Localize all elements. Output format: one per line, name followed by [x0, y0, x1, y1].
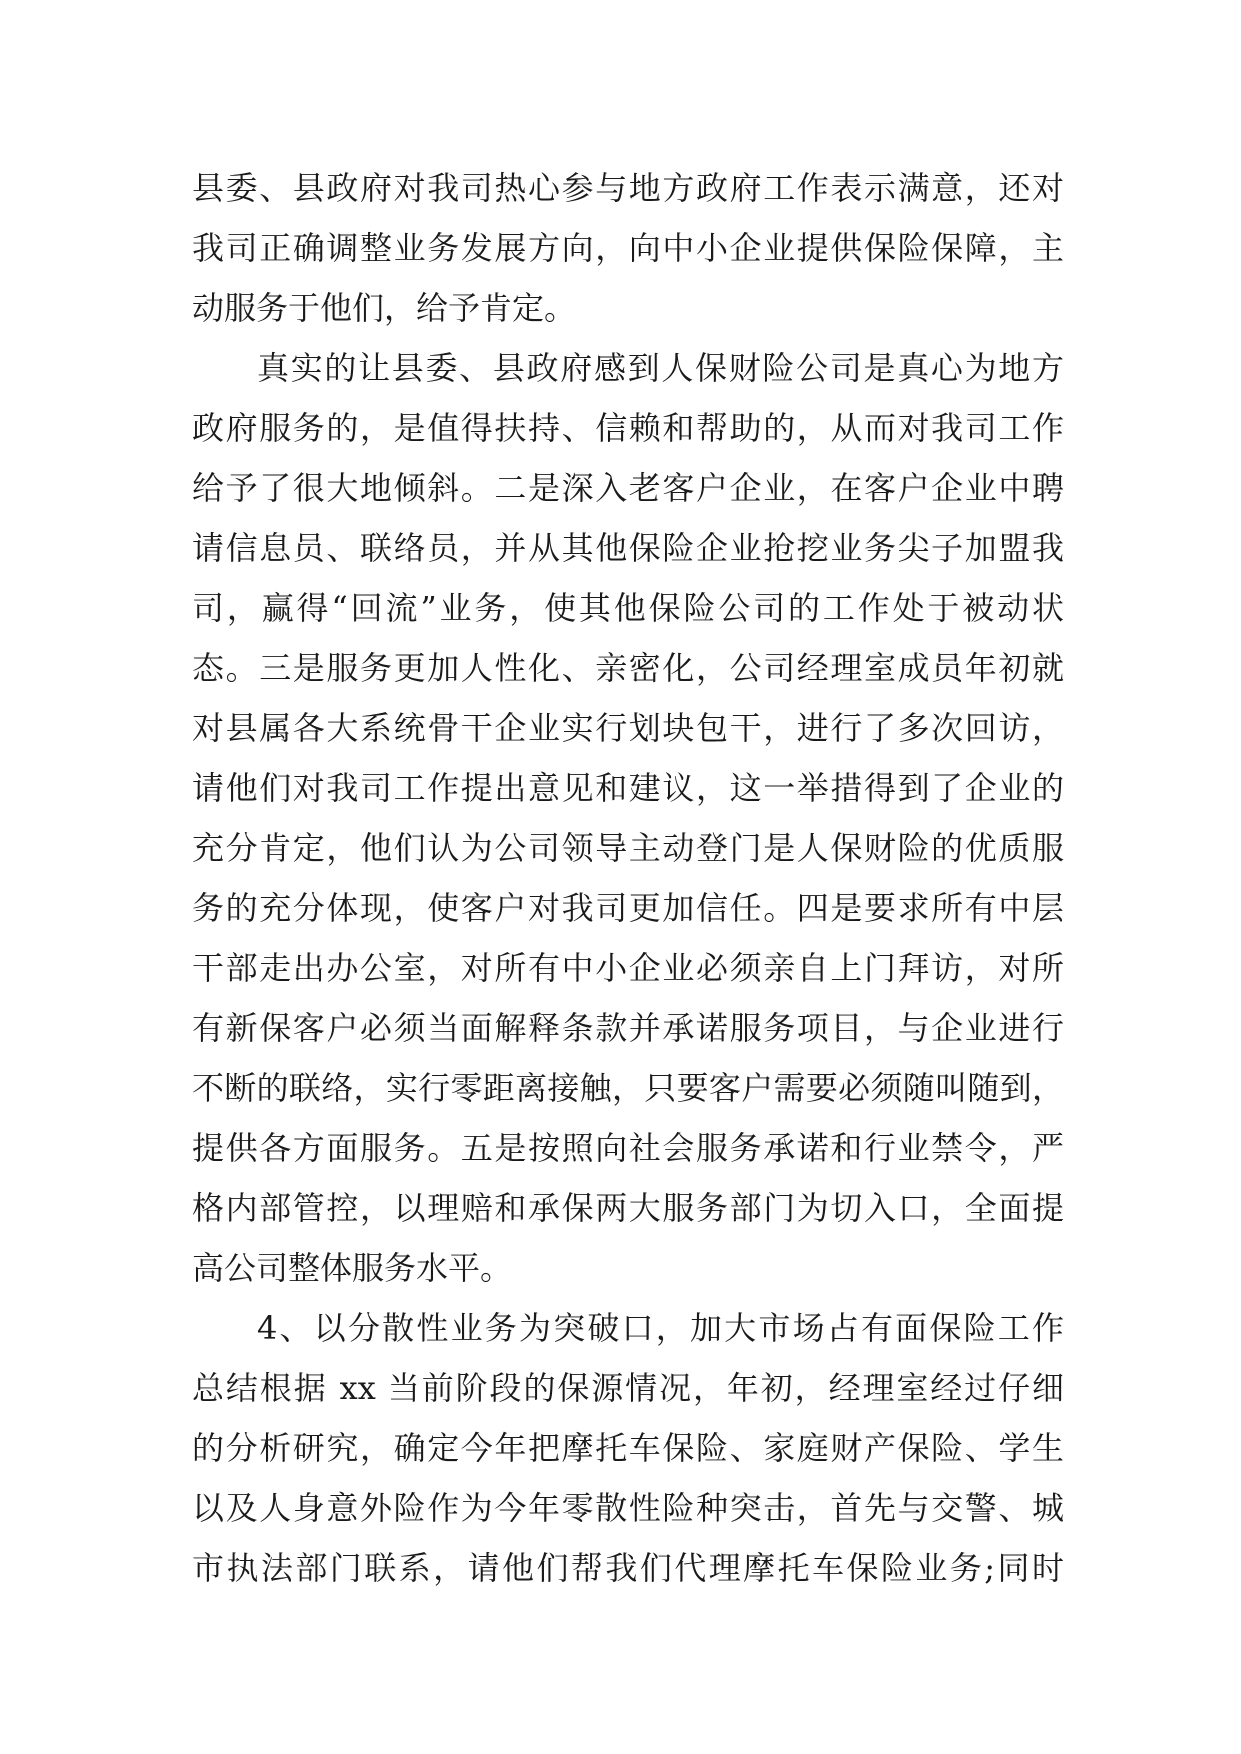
text-line: 司，赢得“回流”业务，使其他保险公司的工作处于被动状: [192, 589, 1064, 627]
text-line: 真实的让县委、县政府感到人保财险公司是真心为地方: [257, 349, 1064, 387]
text-line: 态。三是服务更加人性化、亲密化，公司经理室成员年初就: [192, 649, 1064, 687]
text-line: 以及人身意外险作为今年零散性险种突击，首先与交警、城: [192, 1489, 1064, 1527]
text-line: 干部走出办公室，对所有中小企业必须亲自上门拜访，对所: [192, 949, 1064, 987]
text-line: 县委、县政府对我司热心参与地方政府工作表示满意，还对: [192, 169, 1064, 207]
paragraph-2: [192, 338, 1064, 1298]
paragraph-1: [192, 158, 1064, 338]
text-line: 请信息员、联络员，并从其他保险企业抢挖业务尖子加盟我: [192, 529, 1064, 567]
text-line: 提供各方面服务。五是按照向社会服务承诺和行业禁令，严: [192, 1129, 1064, 1167]
text-line: 的分析研究，确定今年把摩托车保险、家庭财产保险、学生: [192, 1429, 1064, 1467]
paragraph-3: [192, 1298, 1064, 1598]
text-line: 对县属各大系统骨干企业实行划块包干，进行了多次回访，: [192, 709, 1064, 747]
text-line: 我司正确调整业务发展方向，向中小企业提供保险保障，主: [192, 229, 1064, 267]
text-line: 总结根据 xx 当前阶段的保源情况，年初，经理室经过仔细: [192, 1369, 1064, 1407]
text-line: 充分肯定，他们认为公司领导主动登门是人保财险的优质服: [192, 829, 1064, 867]
text-line: 格内部管控，以理赔和承保两大服务部门为切入口，全面提: [192, 1189, 1064, 1227]
document-body: [192, 158, 1064, 1598]
text-line: 有新保客户必须当面解释条款并承诺服务项目，与企业进行: [192, 1009, 1064, 1047]
text-line: 政府服务的，是值得扶持、信赖和帮助的，从而对我司工作: [192, 409, 1064, 447]
text-line: 给予了很大地倾斜。二是深入老客户企业，在客户企业中聘: [192, 469, 1064, 507]
text-line: 4、以分散性业务为突破口，加大市场占有面保险工作: [257, 1309, 1064, 1347]
text-line: 动服务于他们，给予肯定。: [192, 289, 577, 327]
text-line: 请他们对我司工作提出意见和建议，这一举措得到了企业的: [192, 769, 1064, 807]
text-line: 不断的联络，实行零距离接触，只要客户需要必须随叫随到，: [192, 1069, 1064, 1107]
text-line: 市执法部门联系，请他们帮我们代理摩托车保险业务;同时: [192, 1549, 1064, 1587]
text-line: 务的充分体现，使客户对我司更加信任。四是要求所有中层: [192, 889, 1064, 927]
text-line: 高公司整体服务水平。: [192, 1249, 513, 1287]
